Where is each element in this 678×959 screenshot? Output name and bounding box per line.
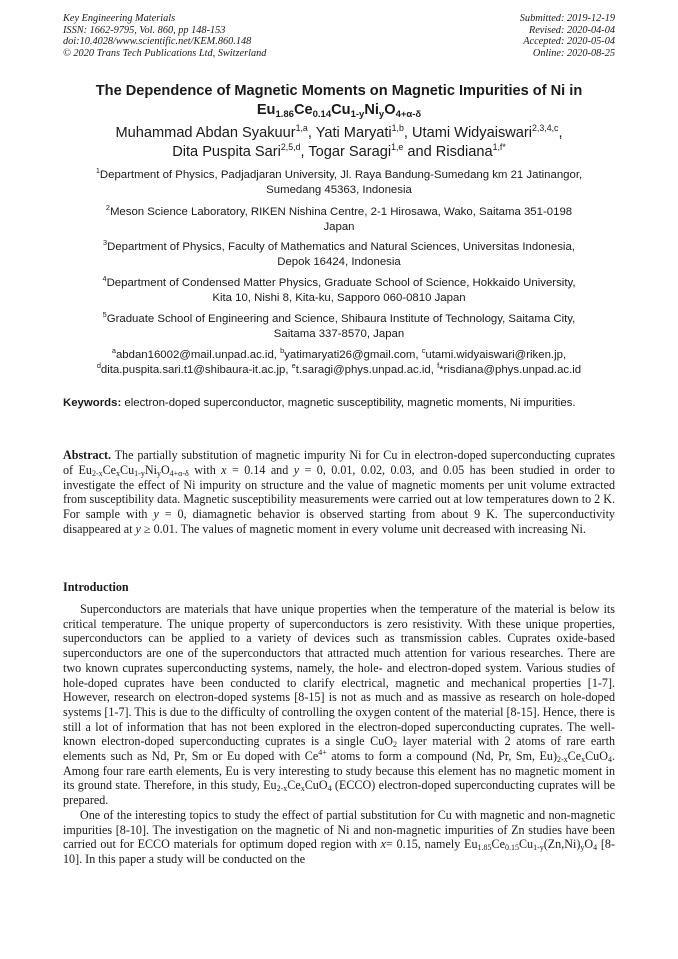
paragraph-text: (Zn,Ni) <box>543 837 581 852</box>
variable-y: y <box>135 521 141 536</box>
affiliation-number: 4 <box>102 274 107 283</box>
email-sup: b <box>280 346 285 355</box>
intro-paragraph-2 <box>63 808 615 867</box>
keywords-text: electron-doped superconductor, magnetic susceptibility, magnetic moments, Ni impurities. <box>121 397 576 409</box>
paragraph-text: CuO <box>304 778 328 793</box>
paragraph-text: Ce <box>567 749 582 764</box>
journal-info <box>63 13 266 59</box>
author-separator: and <box>403 144 436 160</box>
author-affil-sup: 2,5,d <box>280 142 301 152</box>
formula-sub: y <box>156 468 161 478</box>
keywords-label: Keywords: <box>63 397 122 409</box>
paragraph-text: Superconductors are materials that have unique properties when the temperature of the material is below its critical temperature. The unique property of superconductors is zero resistivity. With these unique properties, superconductors can be applied to a variety of devices such as transmission cables. Cuprates oxide-based superconductors are one of the superconductors that attracted much attention for various researches. There are two known cuprates superconducting systems, namely, the hole- and electron-doped system. Various studies of hole-doped cuprates have been conducted to clarify electrical, magnetic and mechanical properties [1-7]. However, research on electron-doped systems [8-15] is not as much and as massive as research on hole-doped systems [1-7]. This is due to the difficulty of controlling the oxygen content of the material [8-15]. Hence, there is still a lot of information that has not been explored in the electron-doped superconducting cuprates. The well-known electron-doped superconducting cuprates is a single CuO <box>63 602 615 749</box>
abstract-text: = 0, diamagnetic behavior is observed starting from about 9 K. The superconductivity disappeared at <box>63 507 615 536</box>
affiliation-text: Department of Condensed Matter Physics, Graduate School of Science, Hokkaido University, <box>106 277 576 289</box>
paragraph-text: = 0.15, namely Eu <box>386 837 478 852</box>
affiliation-line: Depok 16424, Indonesia <box>277 255 401 268</box>
affiliation-number: 1 <box>95 166 100 175</box>
affiliation-text: Graduate School of Engineering and Science, Shibaura Institute of Technology, Saitama City, <box>106 313 576 325</box>
paragraph-text: O <box>584 837 594 852</box>
paragraph-text: Ce <box>491 837 505 852</box>
author-name: Risdiana <box>435 144 493 160</box>
formula-ni: Ni <box>364 102 379 118</box>
abstract-text: O <box>160 462 170 477</box>
title-line-1: The Dependence of Magnetic Moments on Magnetic Impurities of Ni in <box>95 83 583 99</box>
author-line-1 <box>40 124 638 143</box>
author-line-2 <box>40 143 638 162</box>
email-sup: a <box>111 346 116 355</box>
date-accepted: Accepted: 2020-05-04 <box>523 36 615 48</box>
email-list <box>63 348 615 377</box>
formula-sub: 0.14 <box>312 109 332 120</box>
affiliation-line: Japan <box>323 220 355 233</box>
journal-copyright: © 2020 Trans Tech Publications Ltd, Switzerland <box>63 47 267 59</box>
email-c: utami.widyaiswari@riken.jp, <box>425 349 567 361</box>
email-e: t.saragi@phys.unpad.ac.id, <box>295 363 438 376</box>
abstract-label: Abstract. <box>63 448 112 462</box>
abstract <box>63 448 615 537</box>
variable-y: y <box>153 507 159 522</box>
abstract-text: The partially substitution of magnetic impurity Ni for Cu in electron-doped superconducting cuprates of Eu <box>63 448 615 477</box>
formula-sub: y <box>580 843 585 853</box>
author-separator: , <box>307 125 316 141</box>
formula-sub: 2-x <box>557 755 568 765</box>
journal-name: Key Engineering Materials <box>63 13 176 24</box>
abstract-text: = 0, 0.01, 0.02, 0.03, and 0.05 has been studied in order to investigate the effect of Ni impurity on structure and the value of magnetic moments per unit volume extracted from susceptibility data. Magnetic susceptibility measurements were carried out at low temperatures down to 2 K. For sample with <box>63 462 615 522</box>
affiliation-2 <box>63 205 615 234</box>
affiliation-line: Kita 10, Nishi 8, Kita-ku, Sapporo 060-0810 Japan <box>212 291 466 304</box>
paragraph-text: (ECCO) electron-doped superconducting cuprates will be prepared. <box>63 778 615 808</box>
email-sup: d <box>96 360 101 370</box>
affiliation-line <box>63 205 615 220</box>
abstract-text: Cu <box>120 462 135 477</box>
variable-y: y <box>293 462 300 477</box>
formula-ce: Ce <box>293 102 313 118</box>
formula-sup: 4+ <box>318 748 327 758</box>
paragraph-text: Cu <box>518 837 534 852</box>
variable-x: x <box>221 462 227 477</box>
formula-sub: 1-y <box>533 843 544 853</box>
affiliation-4 <box>63 276 615 305</box>
email-a: abdan16002@mail.unpad.ac.id, <box>115 349 281 361</box>
intro-paragraph-1 <box>63 602 615 808</box>
affiliation-5 <box>63 312 615 341</box>
author-affil-sup: 1,f* <box>492 142 506 152</box>
keywords <box>63 396 615 410</box>
formula-sub: 4 <box>593 843 598 853</box>
formula-cu: Cu <box>331 102 351 118</box>
formula-sub: 4 <box>607 755 612 765</box>
email-line-2 <box>63 360 615 378</box>
formula-sub: 1-y <box>350 109 365 120</box>
abstract-text: with <box>188 462 222 477</box>
email-f: *risdiana@phys.unpad.ac.id <box>439 363 582 376</box>
submission-dates <box>520 13 615 59</box>
email-d: dita.puspita.sari.t1@shibaura-it.ac.jp, <box>100 363 292 376</box>
author-separator: , <box>403 125 412 141</box>
paragraph-text: atoms to form a compound (Nd, Pr, Sm, Eu) <box>326 749 557 764</box>
author-affil-sup: 1,b <box>391 123 404 133</box>
author-affil-sup: 1,e <box>391 142 404 152</box>
paragraph-text: One of the interesting topics to study the effect of partial substitution for Cu with magnetic and non-magnetic impurities [8-10]. The investigation on the magnetic of Ni and non-magnetic impurities of Zn studies have been carried out for ECCO materials for optimum doped region with <box>63 807 615 852</box>
abstract-text: Ce <box>102 462 117 477</box>
author-affil-sup: 2,3,4,c <box>532 123 559 133</box>
paragraph-text: Ce <box>287 778 301 793</box>
affiliation-1 <box>63 168 615 197</box>
paragraph-text: . Among four rare earth elements, Eu is very interesting to study because this element has no magnetic moment in its ground state. Therefore, in this study, Eu <box>63 749 615 793</box>
abstract-text: ≥ 0.01. The values of magnetic moment in every volume unit decreased with increasing Ni. <box>140 521 586 536</box>
affiliation-line: Sumedang 45363, Indonesia <box>266 183 412 196</box>
author-separator: , <box>300 144 309 160</box>
journal-issn: ISSN: 1662-9795, Vol. 860, pp 148-153 <box>63 24 226 36</box>
formula-sub: 1.85 <box>477 843 492 853</box>
formula-sub: 0.15 <box>504 843 519 853</box>
author-list <box>40 124 638 162</box>
paragraph-text: layer material with 2 atoms of rare earth elements such as Nd, Pr, Sm or Eu doped with Ce <box>63 734 615 764</box>
formula-sub: y <box>378 109 385 120</box>
email-line-1 <box>63 348 615 363</box>
affiliation-text: Department of Physics, Padjadjaran University, Jl. Raya Bandung-Sumedang km 21 Jatinangor, <box>99 169 583 181</box>
author-affil-sup: 1,a <box>295 123 308 133</box>
affiliation-line <box>63 276 615 291</box>
email-sup: c <box>421 346 426 355</box>
affiliation-line <box>63 312 615 327</box>
date-online: Online: 2020-08-25 <box>532 47 615 59</box>
formula-sub: 4+α-δ <box>169 468 189 478</box>
abstract-text: = 0.14 and <box>226 462 294 477</box>
paragraph-text: CuO <box>585 749 608 764</box>
author-separator: , <box>558 125 563 141</box>
formula-sub: 2-x <box>276 784 288 794</box>
date-revised: Revised: 2020-04-04 <box>528 24 615 36</box>
affiliation-3 <box>63 240 615 269</box>
author-name: Togar Saragi <box>308 144 392 160</box>
abstract-text: Ni <box>144 462 157 477</box>
affiliation-number: 5 <box>102 310 107 319</box>
affiliation-text: Department of Physics, Faculty of Mathematics and Natural Sciences, Universitas Indonesia, <box>107 241 575 253</box>
formula-sub: 2 <box>393 740 397 750</box>
formula-sub: 2-x <box>91 468 103 478</box>
formula-o: O <box>384 102 396 118</box>
affiliation-text: Meson Science Laboratory, RIKEN Nishina Centre, 2-1 Hirosawa, Wako, Saitama 351-0198 <box>109 206 573 218</box>
author-name: Utami Widyaiswari <box>412 125 533 141</box>
email-sup: f <box>437 360 440 370</box>
variable-x: x <box>380 837 386 852</box>
formula-sub: x <box>581 755 586 765</box>
author-name: Dita Puspita Sari <box>172 144 281 160</box>
section-heading-introduction: Introduction <box>63 580 129 594</box>
formula-sub: x <box>300 784 305 794</box>
affiliation-line: Saitama 337-8570, Japan <box>273 327 405 340</box>
formula-sub: 1-y <box>134 468 145 478</box>
author-name: Yati Maryati <box>315 125 392 141</box>
formula-sub: 1.86 <box>275 109 294 120</box>
formula-sub: 4+α-δ <box>395 109 422 120</box>
email-sup: e <box>291 360 296 370</box>
affiliation-line <box>63 240 615 255</box>
author-name: Muhammad Abdan Syakuur <box>115 125 296 141</box>
paragraph-text: [8-10]. In this paper a study will be conducted on the <box>63 837 615 866</box>
affiliation-number: 3 <box>103 238 108 247</box>
affiliation-number: 2 <box>105 203 110 212</box>
affiliation-line <box>63 168 615 183</box>
email-b: yatimaryati26@gmail.com, <box>284 349 422 361</box>
date-submitted: Submitted: 2019-12-19 <box>519 13 615 24</box>
paper-title <box>40 82 638 120</box>
formula-sub: x <box>116 468 121 478</box>
formula-eu: Eu <box>256 102 276 118</box>
journal-doi: doi:10.4028/www.scientific.net/KEM.860.148 <box>63 36 252 48</box>
formula-sub: 4 <box>327 784 332 794</box>
introduction-body <box>63 602 615 867</box>
title-formula <box>40 101 638 120</box>
